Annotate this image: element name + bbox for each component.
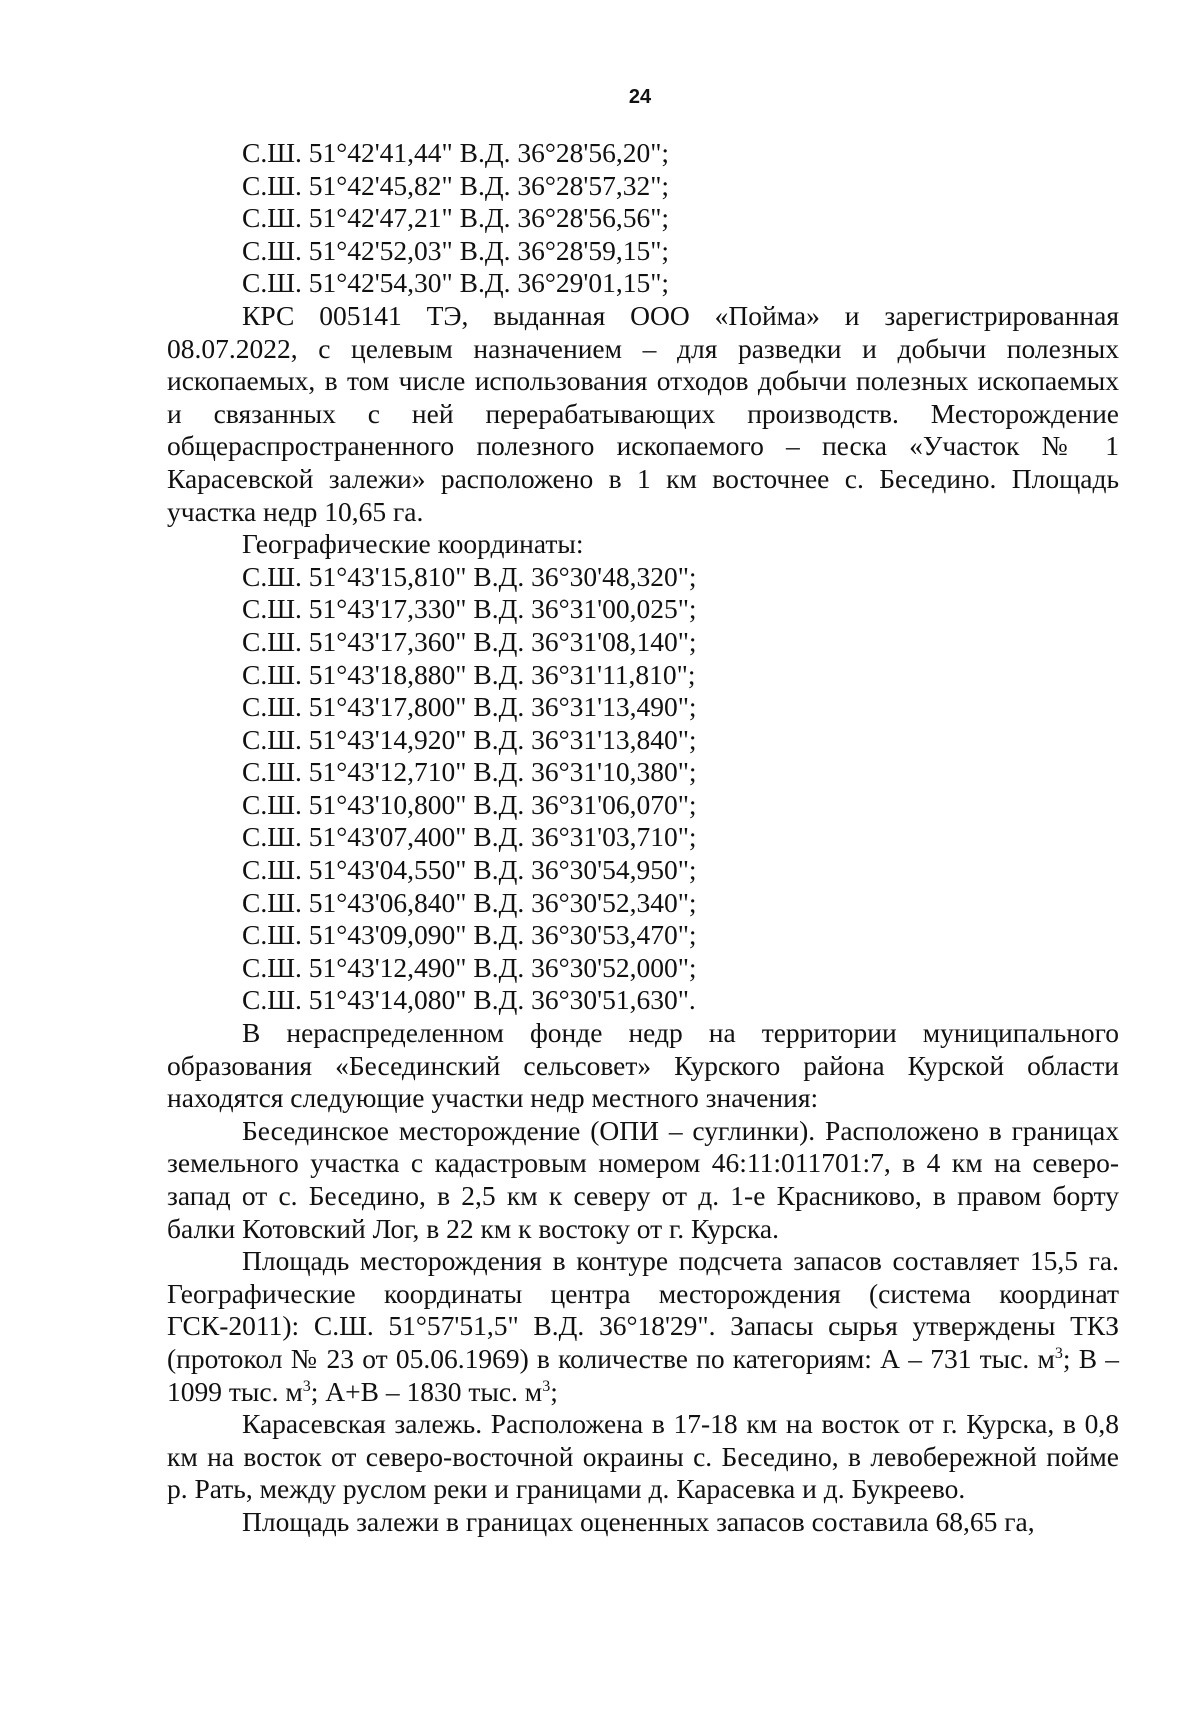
paragraph-krs: КРС 005141 ТЭ, выданная ООО «Пойма» и зарегистрированная 08.07.2022, с целевым назначением – для разведки и добычи полезных ископаемых, в том числе использования отходов добычи полезных ископаемых и связанных с ней перерабатывающих производств. Месторождение общераспространенного полезного ископаемого – песка «Участок № 1 Карасевской залежи» расположено в 1 км восточнее с. Беседино. Площадь участка недр 10,65 га.: [167, 299, 1119, 527]
superscript-3: 3: [302, 1377, 311, 1395]
coordinate-line: С.Ш. 51°43'04,550" В.Д. 36°30'54,950";: [242, 854, 697, 886]
page-number: 24: [628, 86, 652, 108]
coordinate-line: С.Ш. 51°43'17,800" В.Д. 36°31'13,490";: [242, 691, 697, 723]
coordinate-line: С.Ш. 51°43'15,810" В.Д. 36°30'48,320";: [242, 560, 697, 592]
coordinate-line: С.Ш. 51°43'18,880" В.Д. 36°31'11,810";: [242, 658, 696, 690]
coordinate-line: С.Ш. 51°43'10,800" В.Д. 36°31'06,070";: [242, 788, 697, 820]
area-text-b: ; В – 1099 тыс. м: [167, 1342, 1119, 1407]
paragraph-karasevka: Карасевская залежь. Расположена в 17-18 км на восток от г. Курска, в 0,8 км на восток от северо-восточной окраины с. Беседино, в левобережной пойме р. Рать, между руслом реки и границами д. Карасевка и д. Букреево.: [167, 1408, 1119, 1505]
coordinate-line: С.Ш. 51°43'12,490" В.Д. 36°30'52,000";: [242, 951, 697, 983]
area-text-ab: ; А+В – 1830 тыс. м: [310, 1375, 543, 1407]
coordinate-line: С.Ш. 51°43'07,400" В.Д. 36°31'03,710";: [242, 821, 697, 853]
coordinate-line: С.Ш. 51°42'54,30" В.Д. 36°29'01,15";: [242, 267, 670, 299]
coordinate-line: С.Ш. 51°43'17,360" В.Д. 36°31'08,140";: [242, 625, 697, 657]
area-text-end: ;: [550, 1375, 558, 1407]
paragraph-besedino-deposit: Бесединское месторождение (ОПИ – суглинки). Расположено в границах земельного участка с кадастровым номером 46:11:011701:7, в 4 км на северо-запад от с. Беседино, в 2,5 км к северу от д. 1-е Красниково, в правом борту балки Котовский Лог, в 22 км к востоку от г. Курска.: [167, 1114, 1119, 1244]
coordinate-line: С.Ш. 51°43'17,330" В.Д. 36°31'00,025";: [242, 593, 697, 625]
document-body: [167, 137, 1119, 1539]
coordinate-line: С.Ш. 51°43'14,080" В.Д. 36°30'51,630".: [242, 984, 696, 1016]
area-text: Площадь месторождения в контуре подсчета запасов составляет 15,5 га. Географические координаты центра месторождения (система координат ГСК-2011): С.Ш. 51°57'51,5" В.Д. 36°18'29". Запасы сырья утверждены ТКЗ (протокол № 23 от 05.06.1969) в количестве по категориям: А – 731 тыс. м: [167, 1245, 1119, 1374]
coordinates-list-geo: [167, 561, 1119, 1017]
paragraph-last: Площадь залежи в границах оцененных запасов составила 68,65 га,: [242, 1505, 1035, 1537]
coordinate-line: С.Ш. 51°43'09,090" В.Д. 36°30'53,470";: [242, 919, 697, 951]
superscript-3: 3: [542, 1377, 551, 1395]
paragraph-fund: В нераспределенном фонде недр на территории муниципального образования «Бесединский сельсовет» Курского района Курской области находятся следующие участки недр местного значения:: [167, 1017, 1119, 1114]
superscript-3: 3: [1054, 1344, 1063, 1362]
coordinate-line: С.Ш. 51°42'41,44" В.Д. 36°28'56,20";: [242, 137, 670, 168]
geo-heading: Географические координаты:: [242, 528, 584, 560]
paragraph-deposit-area: [167, 1245, 1119, 1408]
coordinate-line: С.Ш. 51°43'06,840" В.Д. 36°30'52,340";: [242, 886, 697, 918]
coordinate-line: С.Ш. 51°43'12,710" В.Д. 36°31'10,380";: [242, 756, 697, 788]
coordinate-line: С.Ш. 51°43'14,920" В.Д. 36°31'13,840";: [242, 723, 697, 755]
coordinate-line: С.Ш. 51°42'47,21" В.Д. 36°28'56,56";: [242, 202, 670, 234]
coordinates-list-top: [167, 137, 1119, 300]
coordinate-line: С.Ш. 51°42'45,82" В.Д. 36°28'57,32";: [242, 169, 670, 201]
coordinate-line: С.Ш. 51°42'52,03" В.Д. 36°28'59,15";: [242, 234, 670, 266]
